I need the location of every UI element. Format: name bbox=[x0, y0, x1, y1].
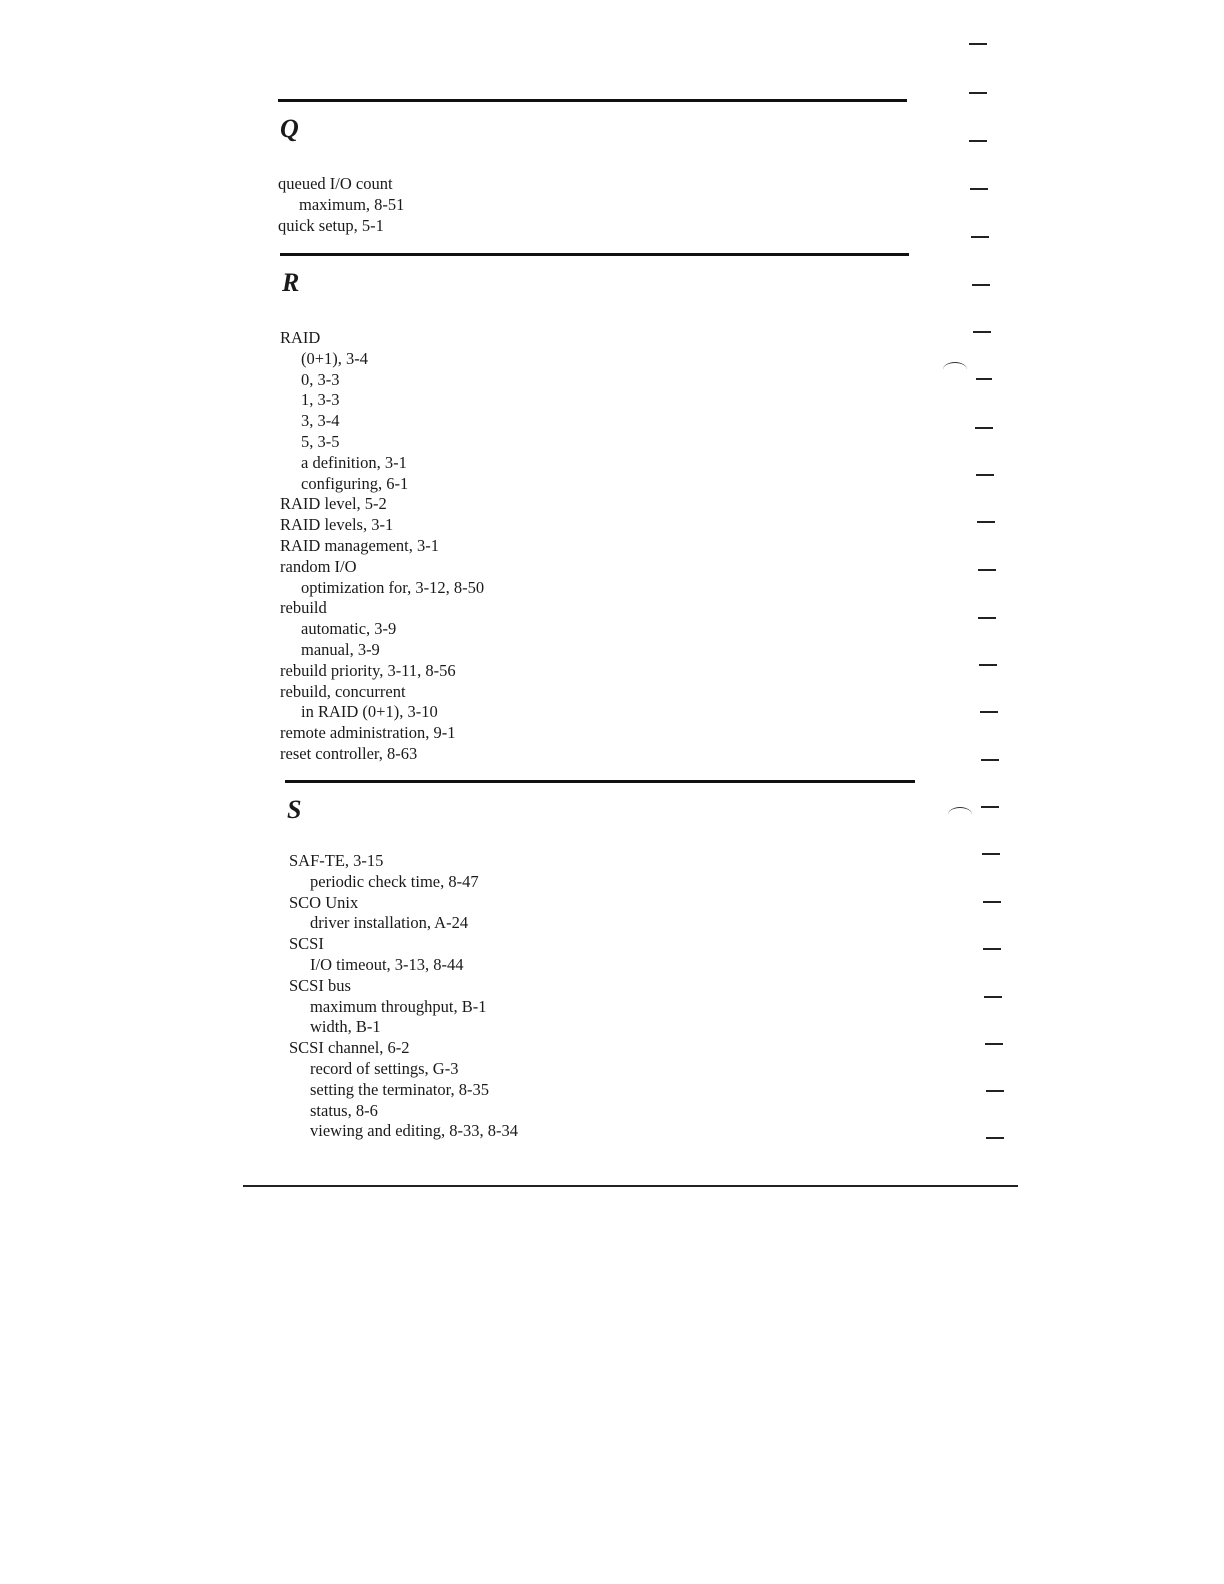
edge-curve-mark bbox=[943, 362, 967, 371]
edge-tab-mark bbox=[986, 1137, 1004, 1139]
index-subentry: (0+1), 3-4 bbox=[301, 348, 369, 368]
index-subentry: manual, 3-9 bbox=[301, 639, 380, 659]
index-subentry: I/O timeout, 3-13, 8-44 bbox=[310, 954, 464, 974]
edge-tab-mark bbox=[970, 188, 988, 190]
index-entry: rebuild, concurrent bbox=[280, 681, 406, 701]
index-entry: queued I/O count bbox=[278, 174, 393, 193]
index-subentry: in RAID (0+1), 3-10 bbox=[301, 702, 438, 722]
edge-tab-mark bbox=[982, 853, 1000, 855]
edge-tab-mark bbox=[969, 43, 987, 45]
section-letter: S bbox=[287, 795, 302, 824]
index-subentry: periodic check time, 8-47 bbox=[310, 871, 479, 891]
edge-tab-mark bbox=[971, 236, 989, 238]
index-section-r bbox=[280, 253, 909, 765]
edge-tab-mark bbox=[973, 331, 991, 333]
edge-tab-mark bbox=[986, 1090, 1004, 1092]
index-entry: RAID level, 5-2 bbox=[280, 494, 387, 514]
section-rule bbox=[278, 99, 907, 102]
edge-tab-mark bbox=[979, 664, 997, 666]
entry-list bbox=[289, 851, 915, 1142]
index-entry: remote administration, 9-1 bbox=[280, 723, 456, 743]
edge-tab-mark bbox=[975, 427, 993, 429]
edge-tab-mark bbox=[978, 617, 996, 619]
edge-tab-mark bbox=[978, 569, 996, 571]
edge-tab-mark bbox=[983, 948, 1001, 950]
edge-tab-mark bbox=[969, 140, 987, 142]
edge-tab-mark bbox=[981, 759, 999, 761]
index-entry: quick setup, 5-1 bbox=[278, 215, 384, 235]
edge-curve-mark bbox=[948, 807, 972, 816]
index-subentry: 3, 3-4 bbox=[301, 411, 340, 431]
index-entry: rebuild bbox=[280, 598, 327, 618]
index-entry: SAF-TE, 3-15 bbox=[289, 851, 384, 870]
edge-tab-mark bbox=[976, 474, 994, 476]
index-subentry: setting the terminator, 8-35 bbox=[310, 1079, 489, 1099]
section-rule bbox=[280, 253, 909, 256]
edge-tab-mark bbox=[981, 806, 999, 808]
index-subentry: 5, 3-5 bbox=[301, 431, 340, 451]
index-subentry: viewing and editing, 8-33, 8-34 bbox=[310, 1121, 519, 1141]
index-entry: SCO Unix bbox=[289, 892, 359, 912]
index-entry: RAID levels, 3-1 bbox=[280, 515, 394, 535]
index-entry: SCSI bus bbox=[289, 975, 351, 995]
index-subentry: a definition, 3-1 bbox=[301, 452, 407, 472]
index-section-s bbox=[285, 780, 915, 1142]
edge-tab-mark bbox=[976, 378, 992, 380]
index-entry: RAID management, 3-1 bbox=[280, 535, 439, 555]
index-entry: rebuild priority, 3-11, 8-56 bbox=[280, 660, 456, 680]
section-rule bbox=[285, 780, 915, 783]
index-subentry: status, 8-6 bbox=[310, 1100, 378, 1120]
entry-list bbox=[278, 174, 907, 236]
index-entry: reset controller, 8-63 bbox=[280, 743, 418, 763]
index-entry: random I/O bbox=[280, 556, 357, 576]
index-subentry: 1, 3-3 bbox=[301, 390, 340, 410]
index-subentry: optimization for, 3-12, 8-50 bbox=[301, 577, 485, 597]
index-subentry: driver installation, A-24 bbox=[310, 913, 469, 933]
edge-tab-mark bbox=[984, 996, 1002, 998]
section-letter: R bbox=[282, 268, 300, 297]
page-bottom-rule bbox=[243, 1185, 1018, 1187]
index-subentry: configuring, 6-1 bbox=[301, 473, 409, 493]
index-subentry: 0, 3-3 bbox=[301, 369, 340, 389]
edge-tab-mark bbox=[985, 1043, 1003, 1045]
edge-tab-mark bbox=[969, 92, 987, 94]
section-letter: Q bbox=[280, 114, 299, 143]
index-entry: RAID bbox=[280, 328, 321, 347]
index-subentry: width, B-1 bbox=[310, 1017, 381, 1037]
index-subentry: record of settings, G-3 bbox=[310, 1058, 459, 1078]
index-entry: SCSI channel, 6-2 bbox=[289, 1038, 410, 1058]
edge-tab-mark bbox=[972, 284, 990, 286]
index-subentry: maximum, 8-51 bbox=[299, 194, 405, 214]
index-section-q bbox=[278, 99, 907, 236]
edge-tab-mark bbox=[980, 711, 998, 713]
edge-tab-mark bbox=[983, 901, 1001, 903]
index-subentry: automatic, 3-9 bbox=[301, 619, 397, 639]
index-entry: SCSI bbox=[289, 934, 324, 954]
index-subentry: maximum throughput, B-1 bbox=[310, 996, 487, 1016]
edge-tab-mark bbox=[977, 521, 995, 523]
entry-list bbox=[280, 328, 909, 765]
